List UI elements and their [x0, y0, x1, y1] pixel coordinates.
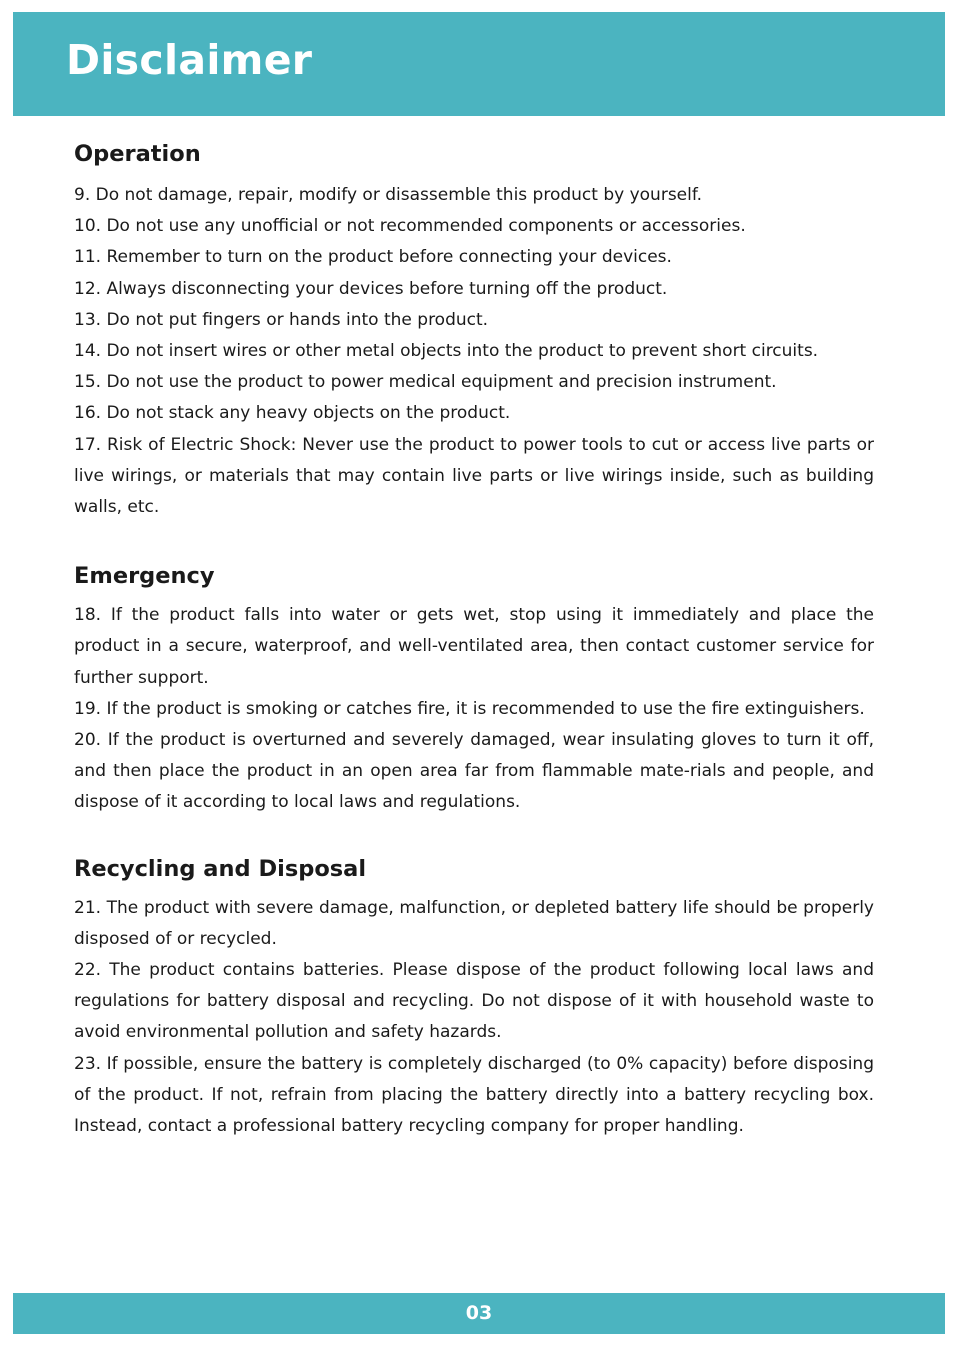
list-item: 16. Do not stack any heavy objects on the product.	[74, 403, 511, 424]
section-heading-recycling-disposal: Recycling and Disposal	[74, 855, 367, 882]
list-item: 22. The product contains batteries. Please dispose of the product following local laws and regulations for battery disposal and recycling. Do not dispose of it with household waste to avoid environmental pollution and safety hazards.	[74, 960, 874, 1043]
list-item: 17. Risk of Electric Shock: Never use the product to power tools to cut or access live parts or live wirings, or materials that may contain live parts or live wirings inside, such as building walls, etc.	[74, 434, 874, 518]
footer-banner	[13, 1293, 945, 1334]
section-operation	[74, 136, 874, 523]
document-body	[74, 136, 874, 1142]
list-item: 12. Always disconnecting your devices before turning off the product.	[74, 278, 668, 299]
list-item: 10. Do not use any unofficial or not recommended components or accessories.	[74, 216, 746, 237]
list-item: 21. The product with severe damage, malfunction, or depleted battery life should be properly disposed of or recycled.	[74, 897, 874, 949]
emergency-list	[74, 600, 874, 818]
page-number: 03	[465, 1302, 493, 1324]
section-recycling-disposal	[74, 851, 874, 1143]
list-item: 11. Remember to turn on the product before connecting your devices.	[74, 247, 672, 268]
list-item: 20. If the product is overturned and severely damaged, wear insulating gloves to turn it off, and then place the product in an open area far from flammable mate-rials and people, and dispose of it according to local laws and regulations.	[74, 730, 874, 813]
list-item: 15. Do not use the product to power medical equipment and precision instrument.	[74, 372, 777, 393]
section-heading-emergency: Emergency	[74, 563, 215, 590]
section-emergency	[74, 558, 874, 818]
list-item: 9. Do not damage, repair, modify or disassemble this product by yourself.	[74, 185, 703, 205]
header-banner	[13, 12, 945, 116]
recycling-list	[74, 893, 874, 1143]
list-item: 23. If possible, ensure the battery is completely discharged (to 0% capacity) before disposing of the product. If not, refrain from placing the battery directly into a battery recycling box. Instead, contact a professional battery recycling company for proper handling.	[74, 1053, 874, 1137]
page-title: Disclaimer	[66, 36, 313, 84]
operation-list	[74, 180, 874, 523]
list-item: 19. If the product is smoking or catches fire, it is recommended to use the fire extinguishers.	[74, 698, 865, 719]
list-item: 18. If the product falls into water or gets wet, stop using it immediately and place the product in a secure, waterproof, and well-ventilated area, then contact customer service for further support.	[74, 605, 874, 688]
list-item: 14. Do not insert wires or other metal objects into the product to prevent short circuits.	[74, 341, 819, 362]
section-heading-operation: Operation	[74, 141, 201, 167]
list-item: 13. Do not put fingers or hands into the product.	[74, 309, 489, 330]
